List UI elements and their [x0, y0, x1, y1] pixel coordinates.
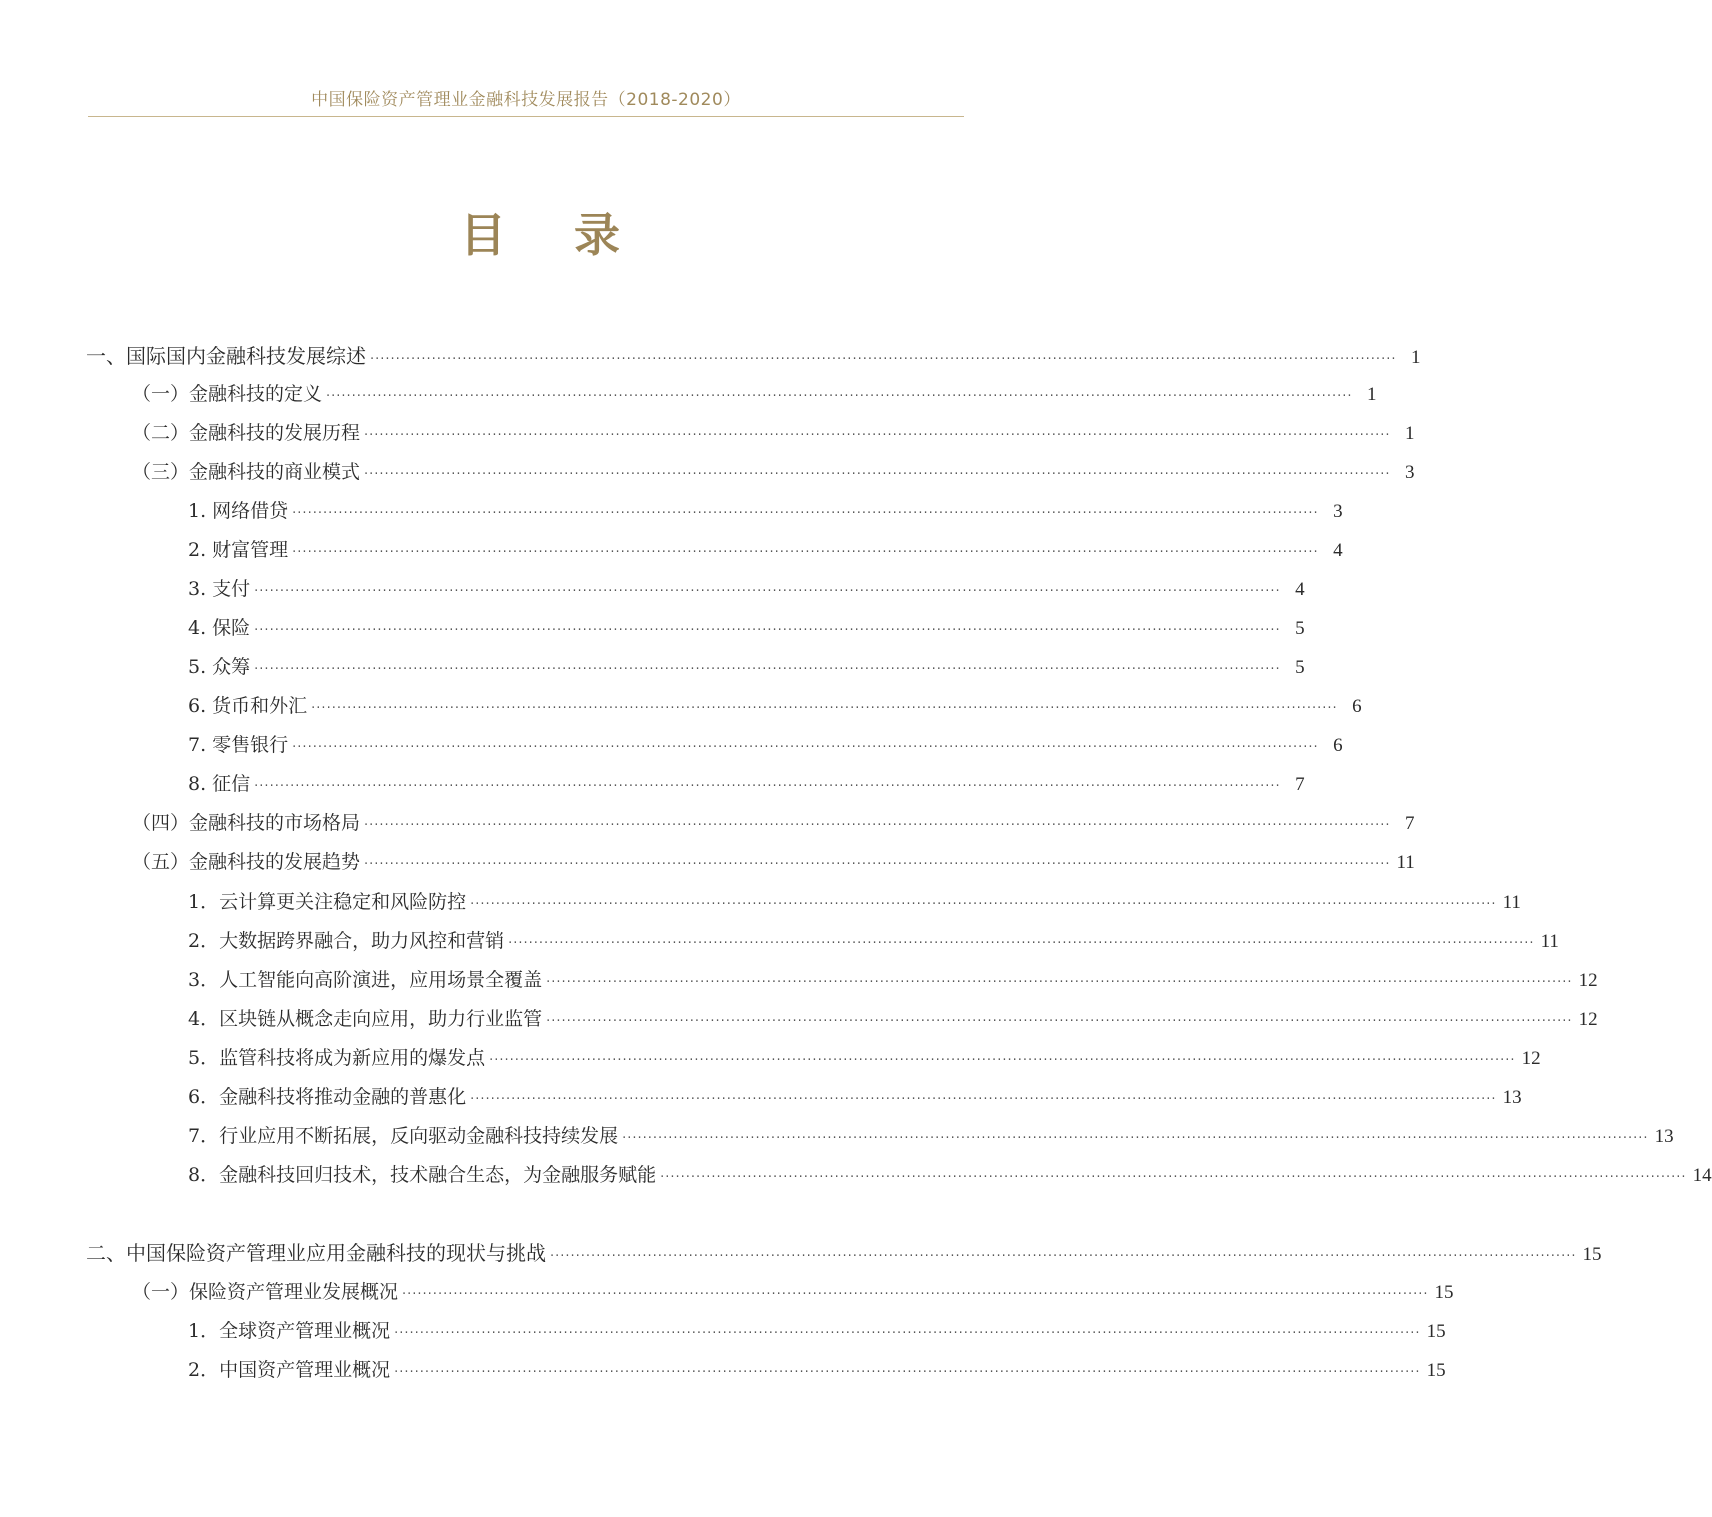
toc-dot-leader: ········································································································································································································	[546, 975, 1573, 990]
toc-page-number: 4	[1295, 579, 1305, 600]
toc-dot-leader: ········································································································································································································	[622, 1131, 1649, 1146]
toc-page-number: 7	[1295, 774, 1305, 795]
toc-entry-title: 1. 网络借贷	[188, 500, 289, 522]
toc-dot-leader: ········································································································································································································	[546, 1014, 1573, 1029]
toc-dot-leader: ········································································································································································································	[394, 1326, 1421, 1341]
toc-dot-leader: ········································································································································································································	[370, 352, 1397, 367]
toc-dot-leader: ········································································································································································································	[470, 897, 1497, 912]
toc-entry-title: 6．金融科技将推动金融的普惠化	[188, 1086, 467, 1108]
toc-entry-title: 6. 货币和外汇	[188, 695, 308, 717]
toc-entry[interactable]	[188, 1003, 1598, 1035]
toc-entry[interactable]	[188, 612, 1305, 644]
toc-entry-title: 4．区块链从概念走向应用，助力行业监管	[188, 1008, 543, 1030]
toc-page-number: 6	[1352, 696, 1362, 717]
toc-dot-leader: ········································································································································································································	[402, 1287, 1429, 1302]
toc-dot-leader: ········································································································································································································	[508, 936, 1535, 951]
toc-entry-title: 1．全球资产管理业概况	[188, 1320, 391, 1342]
toc-page-number: 5	[1295, 618, 1305, 639]
toc-page-number: 13	[1502, 1087, 1522, 1108]
toc-dot-leader: ········································································································································································································	[364, 857, 1391, 872]
toc-entry[interactable]	[188, 1159, 1712, 1191]
toc-dot-leader: ········································································································································································································	[364, 428, 1391, 443]
toc-dot-leader: ········································································································································································································	[489, 1053, 1516, 1068]
toc-page-number: 1	[1404, 423, 1415, 444]
toc-entry[interactable]	[188, 729, 1343, 761]
toc-dot-leader: ········································································································································································································	[292, 506, 1319, 521]
toc-entry[interactable]	[132, 1276, 1454, 1308]
toc-dot-leader: ········································································································································································································	[364, 467, 1391, 482]
toc-page-number: 3	[1404, 462, 1415, 483]
toc-entry-title: （一）金融科技的定义	[132, 383, 323, 405]
toc-entry-title: 3. 支付	[188, 578, 251, 600]
toc-page-number: 3	[1333, 501, 1343, 522]
toc-entry[interactable]	[188, 886, 1521, 918]
toc-page-number: 6	[1333, 735, 1343, 756]
toc-entry[interactable]	[188, 651, 1305, 683]
toc-page-number: 12	[1578, 970, 1598, 991]
toc-page-number: 15	[1434, 1282, 1454, 1303]
running-header: 中国保险资产管理业金融科技发展报告（2018-2020）	[311, 90, 741, 110]
toc-dot-leader: ········································································································································································································	[660, 1170, 1687, 1185]
toc-entry-title: 1．云计算更关注稳定和风险防控	[188, 891, 467, 913]
toc-entry[interactable]	[188, 925, 1559, 957]
toc-entry-title: 2．大数据跨界融合，助力风控和营销	[188, 930, 505, 952]
toc-dot-leader: ········································································································································································································	[326, 389, 1353, 404]
toc-page-number: 15	[1582, 1244, 1602, 1265]
toc-entry[interactable]	[188, 964, 1598, 996]
toc-entry-title: （二）金融科技的发展历程	[132, 422, 361, 444]
toc-page-number: 15	[1426, 1321, 1446, 1342]
page-title: 目 录	[459, 208, 646, 262]
toc-dot-leader: ········································································································································································································	[254, 584, 1281, 599]
toc-entry-title: 2．中国资产管理业概况	[188, 1359, 391, 1381]
toc-entry[interactable]	[188, 1042, 1541, 1074]
toc-entry[interactable]	[188, 495, 1343, 527]
toc-entry-title: 8. 征信	[188, 773, 251, 795]
toc-page-number: 5	[1295, 657, 1305, 678]
toc-entry[interactable]	[86, 340, 1421, 372]
toc-entry-title: 8．金融科技回归技术，技术融合生态，为金融服务赋能	[188, 1164, 657, 1186]
toc-dot-leader: ········································································································································································································	[364, 818, 1391, 833]
toc-entry-title: 2. 财富管理	[188, 539, 289, 561]
toc-page-number: 1	[1366, 384, 1377, 405]
toc-dot-leader: ········································································································································································································	[254, 623, 1281, 638]
toc-dot-leader: ········································································································································································································	[311, 701, 1338, 716]
toc-entry-title: 一、国际国内金融科技发展综述	[86, 344, 366, 368]
toc-entry[interactable]	[188, 1354, 1446, 1386]
toc-page-number: 11	[1540, 931, 1559, 952]
toc-entry-title: 4. 保险	[188, 617, 251, 639]
toc-entry-title: （一）保险资产管理业发展概况	[132, 1281, 399, 1303]
toc-entry[interactable]	[132, 417, 1415, 449]
toc-entry[interactable]	[132, 378, 1377, 410]
toc-entry-title: （五）金融科技的发展趋势	[132, 851, 361, 873]
toc-dot-leader: ········································································································································································································	[470, 1092, 1497, 1107]
toc-dot-leader: ········································································································································································································	[394, 1365, 1421, 1380]
toc-page-number: 1	[1410, 347, 1421, 368]
toc-entry-title: （四）金融科技的市场格局	[132, 812, 361, 834]
toc-page-number: 12	[1578, 1009, 1598, 1030]
toc-dot-leader: ········································································································································································································	[254, 779, 1281, 794]
toc-entry[interactable]	[188, 1081, 1522, 1113]
toc-entry-title: 5. 众筹	[188, 656, 251, 678]
toc-entry-title: （三）金融科技的商业模式	[132, 461, 361, 483]
toc-dot-leader: ········································································································································································································	[550, 1249, 1577, 1264]
toc-entry[interactable]	[188, 768, 1305, 800]
toc-dot-leader: ········································································································································································································	[292, 740, 1319, 755]
toc-page-number: 15	[1426, 1360, 1446, 1381]
toc-page-number: 13	[1654, 1126, 1674, 1147]
toc-page-number: 11	[1502, 892, 1521, 913]
toc-entry[interactable]	[188, 690, 1362, 722]
toc-entry-title: 5．监管科技将成为新应用的爆发点	[188, 1047, 486, 1069]
toc-page-number: 12	[1521, 1048, 1541, 1069]
toc-entry[interactable]	[188, 573, 1305, 605]
toc-entry[interactable]	[188, 1315, 1446, 1347]
toc-entry[interactable]	[86, 1237, 1602, 1269]
toc-page-number: 7	[1404, 813, 1415, 834]
toc-entry-title: 7. 零售银行	[188, 734, 289, 756]
toc-entry-title: 3．人工智能向高阶演进，应用场景全覆盖	[188, 969, 543, 991]
toc-entry[interactable]	[132, 807, 1415, 839]
toc-dot-leader: ········································································································································································································	[254, 662, 1281, 677]
toc-page-number: 11	[1396, 852, 1415, 873]
toc-entry[interactable]	[132, 456, 1415, 488]
toc-entry-title: 7．行业应用不断拓展，反向驱动金融科技持续发展	[188, 1125, 619, 1147]
toc-entry[interactable]	[132, 846, 1415, 878]
toc-entry[interactable]	[188, 1120, 1674, 1152]
toc-page-number: 4	[1333, 540, 1343, 561]
toc-page-number: 14	[1692, 1165, 1712, 1186]
toc-entry[interactable]	[188, 534, 1343, 566]
toc-dot-leader: ········································································································································································································	[292, 545, 1319, 560]
toc-entry-title: 二、中国保险资产管理业应用金融科技的现状与挑战	[86, 1241, 546, 1265]
